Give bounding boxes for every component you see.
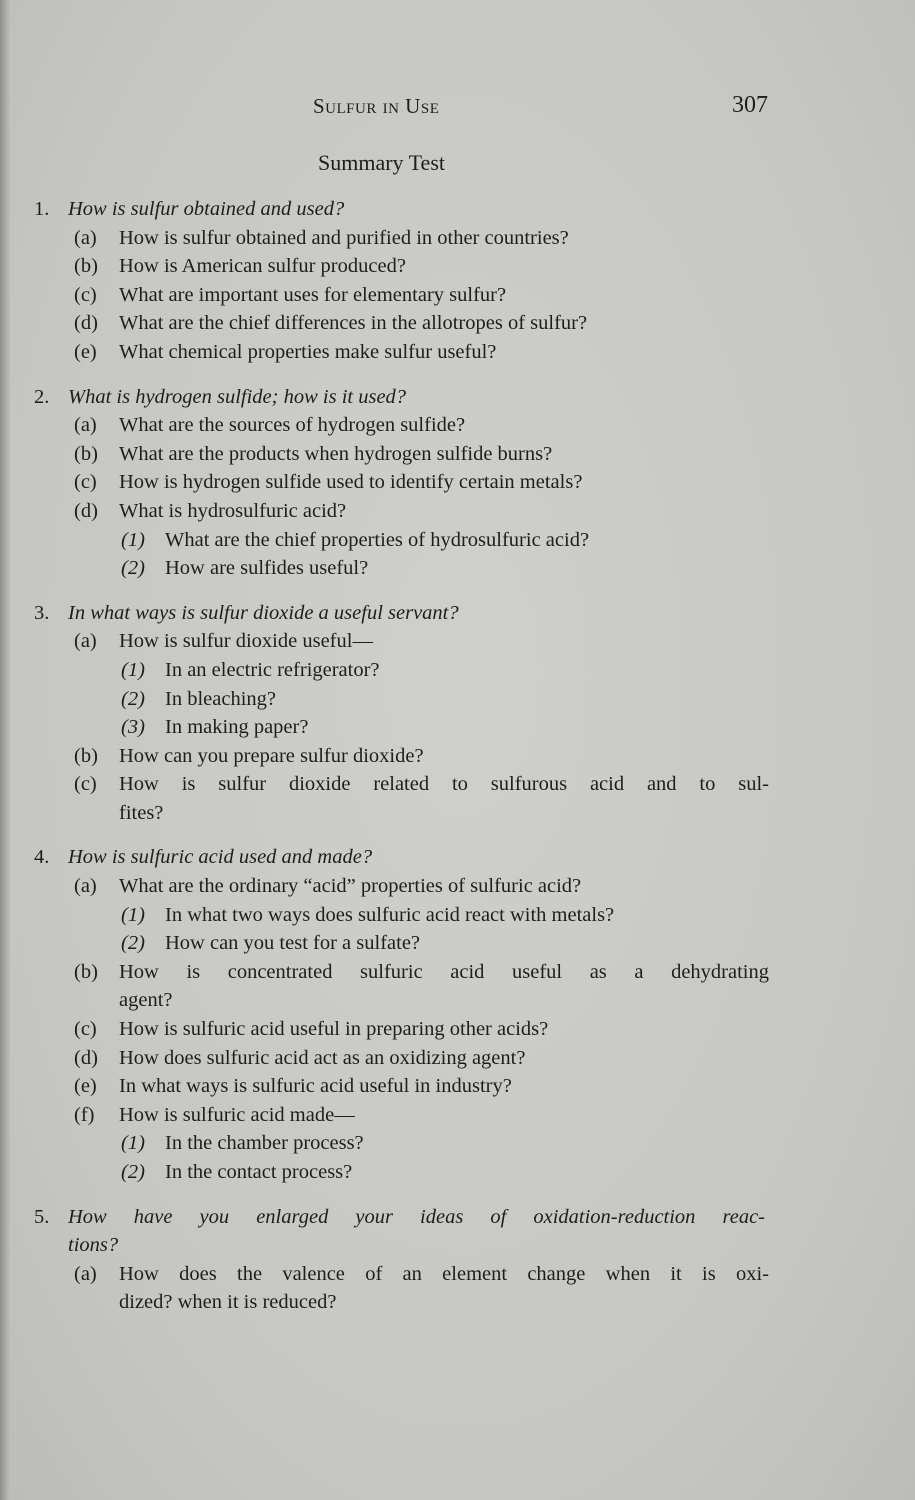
subpart-label: (1) [121, 903, 145, 926]
part-label: (a) [74, 875, 97, 898]
question-3 [10, 599, 915, 828]
part-text: How is sulfuric acid useful in preparing other acids? [119, 1018, 549, 1041]
part-text: What chemical properties make sulfur useful? [119, 340, 497, 363]
part-label: (a) [74, 1262, 97, 1285]
subpart-text: In bleaching? [165, 687, 276, 710]
part-continuation: agent? [119, 989, 173, 1012]
question-continuation: tions? [68, 1234, 119, 1257]
question-1 [10, 195, 915, 367]
question-text: How have you enlarged your ideas of oxidation-reduction reac- [68, 1205, 765, 1228]
question-part [10, 1015, 915, 1044]
question-heading [10, 195, 915, 224]
subpart-text: How can you test for a sulfate? [165, 932, 421, 955]
question-subpart [10, 901, 915, 930]
question-heading [10, 599, 915, 628]
part-text: How can you prepare sulfur dioxide? [119, 744, 424, 767]
question-subpart [10, 656, 915, 685]
part-continuation: dized? when it is reduced? [119, 1291, 337, 1314]
subpart-label: (1) [121, 658, 145, 681]
question-subpart [10, 526, 915, 555]
question-text: How is sulfur obtained and used? [68, 198, 345, 220]
part-label: (b) [74, 960, 98, 983]
part-label: (e) [74, 1075, 97, 1098]
question-subpart [10, 713, 915, 742]
part-text: What are the ordinary “acid” properties of sulfuric acid? [119, 875, 582, 898]
section-title: Summary Test [318, 150, 445, 175]
question-5 [10, 1203, 915, 1317]
question-part [10, 872, 915, 901]
question-text: How is sulfuric acid used and made? [68, 846, 373, 869]
part-label: (b) [74, 744, 98, 767]
part-text: What are the sources of hydrogen sulfide? [119, 414, 466, 437]
subpart-label: (2) [121, 557, 145, 580]
part-label: (c) [74, 773, 97, 796]
question-part [10, 1044, 915, 1073]
question-text: In what ways is sulfur dioxide a useful servant? [68, 601, 459, 624]
question-part [10, 770, 915, 799]
question-part [10, 627, 915, 656]
part-label: (c) [74, 471, 97, 494]
part-label: (f) [74, 1103, 95, 1126]
question-part [10, 497, 915, 526]
part-text: How is sulfur obtained and purified in other countries? [119, 226, 569, 249]
page-number: 307 [732, 92, 768, 118]
page-header [10, 92, 915, 126]
part-label: (b) [74, 442, 98, 465]
summary-test-questions [10, 195, 915, 1333]
subpart-text: In an electric refrigerator? [165, 658, 380, 681]
subpart-label: (1) [121, 1132, 145, 1155]
question-part [10, 338, 915, 367]
question-part [10, 281, 915, 310]
part-text: What are the products when hydrogen sulfide burns? [119, 442, 553, 465]
question-part [10, 742, 915, 771]
subpart-text: What are the chief properties of hydrosulfuric acid? [165, 528, 590, 551]
question-heading [10, 843, 915, 872]
part-label: (a) [74, 630, 97, 653]
part-text: How is concentrated sulfuric acid useful as a dehydrating [119, 960, 769, 983]
subpart-text: In making paper? [165, 716, 309, 739]
question-subpart [10, 929, 915, 958]
subpart-text: In the chamber process? [165, 1132, 364, 1155]
part-label: (a) [74, 226, 97, 249]
question-part [10, 958, 915, 987]
subpart-label: (2) [121, 687, 145, 710]
question-subpart [10, 685, 915, 714]
question-part [10, 224, 915, 253]
part-label: (d) [74, 499, 98, 522]
page-binding-edge [0, 0, 10, 1500]
running-head: Sulfur in Use [313, 94, 440, 118]
question-subpart [10, 554, 915, 583]
part-text: How is sulfur dioxide useful— [119, 630, 373, 653]
question-number: 1. [34, 198, 50, 220]
part-label: (c) [74, 283, 97, 306]
part-text: How is sulfuric acid made— [119, 1103, 355, 1126]
subpart-label: (1) [121, 528, 145, 551]
question-heading [10, 383, 915, 412]
part-text: How is American sulfur produced? [119, 255, 406, 278]
part-text: What are important uses for elementary sulfur? [119, 283, 507, 306]
part-label: (b) [74, 255, 98, 278]
question-number: 3. [34, 601, 50, 624]
subpart-label: (3) [121, 716, 145, 739]
subpart-label: (2) [121, 1161, 145, 1183]
question-number: 5. [34, 1205, 50, 1228]
part-label: (c) [74, 1018, 97, 1041]
part-text: In what ways is sulfuric acid useful in industry? [119, 1075, 512, 1098]
question-part [10, 468, 915, 497]
question-part [10, 1072, 915, 1101]
subpart-text: In what two ways does sulfuric acid react with metals? [165, 903, 615, 926]
question-part [10, 252, 915, 281]
part-label: (a) [74, 414, 97, 437]
question-part [10, 1101, 915, 1130]
part-label: (d) [74, 1046, 98, 1069]
question-subpart [10, 1158, 915, 1187]
question-number: 4. [34, 846, 50, 869]
question-number: 2. [34, 385, 50, 408]
question-part [10, 309, 915, 338]
question-heading [10, 1203, 915, 1232]
question-part [10, 1260, 915, 1289]
subpart-text: How are sulfides useful? [165, 557, 369, 580]
part-continuation: fites? [119, 801, 164, 824]
part-label: (d) [74, 312, 98, 335]
subpart-label: (2) [121, 932, 145, 955]
question-4 [10, 843, 915, 1186]
part-text: How does sulfuric acid act as an oxidizing agent? [119, 1046, 526, 1069]
part-text: What are the chief differences in the allotropes of sulfur? [119, 312, 588, 335]
question-part [10, 411, 915, 440]
question-2 [10, 383, 915, 583]
part-text: How is hydrogen sulfide used to identify certain metals? [119, 471, 583, 494]
part-label: (e) [74, 340, 97, 363]
part-text: How is sulfur dioxide related to sulfurous acid and to sul- [119, 773, 769, 796]
part-text: What is hydrosulfuric acid? [119, 499, 347, 522]
question-part [10, 440, 915, 469]
subpart-text: In the contact process? [165, 1161, 353, 1183]
book-page [10, 0, 915, 1500]
question-text: What is hydrogen sulfide; how is it used? [68, 385, 407, 408]
question-subpart [10, 1129, 915, 1158]
part-text: How does the valence of an element change when it is oxi- [119, 1262, 769, 1285]
